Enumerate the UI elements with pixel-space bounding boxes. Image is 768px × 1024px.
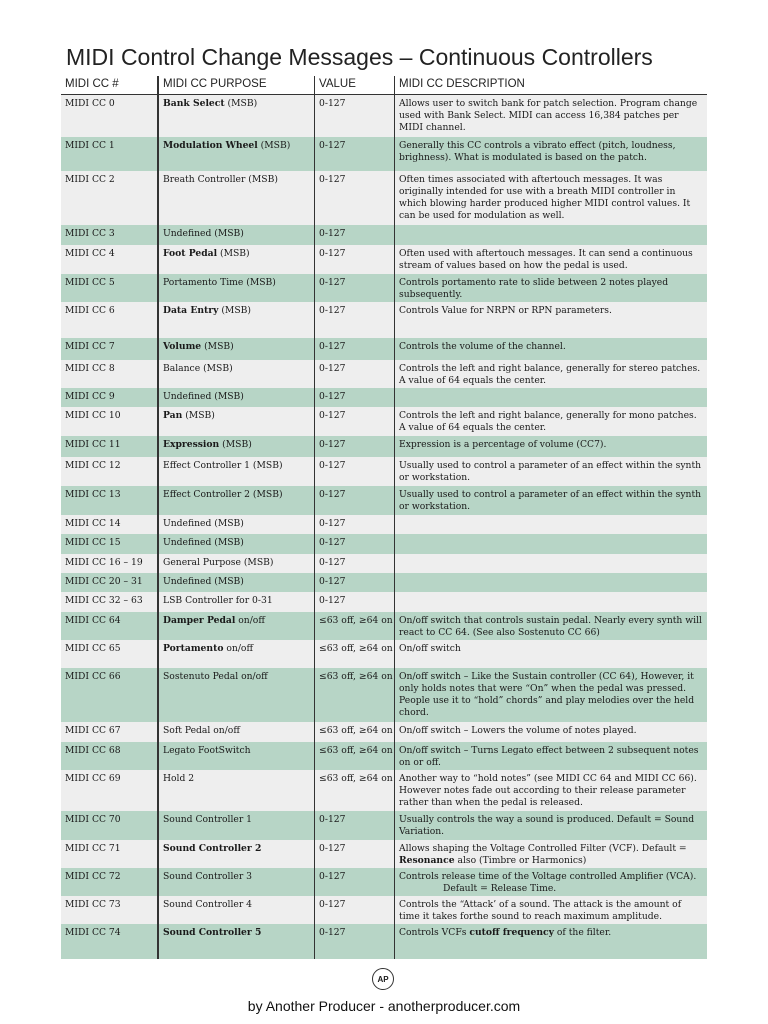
cc-value: ≤63 off, ≥64 on	[315, 640, 395, 668]
cc-description: Controls the left and right balance, generally for stereo patches. A value of 64 equals the center.	[399, 363, 701, 386]
cc-purpose-rest: Undefined (MSB)	[163, 537, 244, 548]
cc-number: MIDI CC 0	[61, 95, 159, 137]
cc-number: MIDI CC 11	[61, 436, 159, 457]
cc-value: 0-127	[315, 95, 395, 137]
cc-description	[395, 592, 707, 612]
cc-value: 0-127	[315, 592, 395, 612]
cc-purpose	[159, 770, 315, 811]
cc-number: MIDI CC 32 – 63	[61, 592, 159, 612]
cc-description: On/off switch that controls sustain pedal. Nearly every synth will react to CC 64. (See also Sostenuto CC 66)	[399, 615, 702, 638]
cc-number: MIDI CC 13	[61, 486, 159, 515]
cc-purpose-rest: (MSB)	[257, 140, 291, 151]
cc-purpose	[159, 95, 315, 137]
table-row	[61, 95, 707, 137]
cc-value: 0-127	[315, 924, 395, 959]
cc-purpose-rest: LSB Controller for 0-31	[163, 595, 273, 606]
cc-value: 0-127	[315, 534, 395, 554]
cc-description: Allows user to switch bank for patch selection. Program change used with Bank Select. MIDI can access 16,384 patches per MIDI channel.	[399, 98, 698, 133]
cc-purpose-rest: Sound Controller 3	[163, 871, 253, 882]
table-row	[61, 486, 707, 515]
page-title: MIDI Control Change Messages – Continuous Controllers	[66, 44, 653, 70]
cc-value: 0-127	[315, 515, 395, 534]
cc-number: MIDI CC 16 – 19	[61, 554, 159, 573]
cc-description	[395, 225, 707, 245]
table-row	[61, 360, 707, 388]
table-row	[61, 868, 707, 896]
cc-purpose-rest: Breath Controller (MSB)	[163, 174, 278, 185]
cc-value: 0-127	[315, 811, 395, 840]
cc-number: MIDI CC 3	[61, 225, 159, 245]
cc-number: MIDI CC 67	[61, 722, 159, 742]
cc-description	[395, 573, 707, 592]
cc-purpose	[159, 360, 315, 388]
cc-number: MIDI CC 4	[61, 245, 159, 274]
cc-purpose-bold: Data Entry	[163, 305, 219, 316]
cc-description: Controls Value for NRPN or RPN parameters.	[399, 305, 612, 316]
table-row	[61, 770, 707, 811]
cc-description: Usually used to control a parameter of an effect within the synth or workstation.	[399, 489, 702, 512]
table-header	[61, 76, 707, 95]
table-row	[61, 924, 707, 959]
ap-logo: AP	[372, 968, 394, 990]
cc-value: 0-127	[315, 302, 395, 338]
cc-value: 0-127	[315, 840, 395, 868]
cc-purpose-bold: Damper Pedal	[163, 615, 236, 626]
cc-description: Controls release time of the Voltage controlled Amplifier (VCA). Default = Release Time.	[399, 871, 697, 894]
cc-purpose-bold: Sound Controller 5	[163, 927, 262, 938]
table-row	[61, 515, 707, 534]
cc-number: MIDI CC 9	[61, 388, 159, 407]
cc-description	[395, 554, 707, 573]
cc-value: 0-127	[315, 457, 395, 486]
cc-purpose-bold: Expression	[163, 439, 220, 450]
cc-description: On/off switch – Turns Legato effect between 2 subsequent notes on or off.	[399, 745, 699, 768]
cc-description: Allows shaping the Voltage Controlled Filter (VCF). Default = Resonance also (Timbre or Harmonics)	[399, 843, 687, 866]
cc-purpose	[159, 612, 315, 640]
cc-purpose-rest: (MSB)	[217, 248, 250, 259]
table-row	[61, 137, 707, 171]
cc-purpose-rest: Legato FootSwitch	[163, 745, 251, 756]
cc-value: 0-127	[315, 245, 395, 274]
cc-purpose-rest: (MSB)	[224, 98, 258, 109]
table-row	[61, 388, 707, 407]
cc-value: 0-127	[315, 171, 395, 225]
cc-number: MIDI CC 69	[61, 770, 159, 811]
cc-value: 0-127	[315, 274, 395, 302]
cc-purpose-rest: Hold 2	[163, 773, 195, 784]
cc-purpose-rest: on/off	[235, 615, 265, 626]
cc-description	[395, 534, 707, 554]
cc-value: 0-127	[315, 573, 395, 592]
cc-number: MIDI CC 8	[61, 360, 159, 388]
cc-value: 0-127	[315, 896, 395, 924]
table-row	[61, 225, 707, 245]
cc-description: Another way to “hold notes” (see MIDI CC 64 and MIDI CC 66). However notes fade out according to their release parameter rather than when the pedal is released.	[399, 773, 697, 808]
cc-purpose-rest: (MSB)	[201, 341, 234, 352]
cc-value: ≤63 off, ≥64 on	[315, 742, 395, 770]
cc-purpose-rest: on/off	[223, 643, 253, 654]
cc-purpose-rest: Effect Controller 1 (MSB)	[163, 460, 283, 471]
cc-number: MIDI CC 74	[61, 924, 159, 959]
cc-purpose-bold: Portamento	[163, 643, 224, 654]
table-row	[61, 742, 707, 770]
cc-purpose-rest: Effect Controller 2 (MSB)	[163, 489, 283, 500]
cc-purpose	[159, 868, 315, 896]
cc-number: MIDI CC 20 – 31	[61, 573, 159, 592]
cc-number: MIDI CC 7	[61, 338, 159, 360]
cc-purpose	[159, 924, 315, 959]
cc-description: Generally this CC controls a vibrato effect (pitch, loudness, brighness). What is modulated is based on the patch.	[399, 140, 676, 163]
cc-purpose-rest: Undefined (MSB)	[163, 228, 244, 239]
cc-value: 0-127	[315, 407, 395, 436]
cc-number: MIDI CC 10	[61, 407, 159, 436]
cc-purpose-rest: (MSB)	[219, 439, 252, 450]
cc-description: Often times associated with aftertouch messages. It was originally intended for use with a breath MIDI controller in which blowing harder produced higher MIDI control values. It can be used for modulation as well.	[399, 174, 691, 221]
table-row	[61, 302, 707, 338]
cc-purpose	[159, 436, 315, 457]
cc-purpose	[159, 722, 315, 742]
cc-number: MIDI CC 71	[61, 840, 159, 868]
cc-purpose-rest: Soft Pedal on/off	[163, 725, 240, 736]
table-row	[61, 840, 707, 868]
table-row	[61, 640, 707, 668]
cc-purpose-rest: General Purpose (MSB)	[163, 557, 274, 568]
footer-credit: by Another Producer - anotherproducer.com	[247, 998, 521, 1014]
cc-number: MIDI CC 1	[61, 137, 159, 171]
cc-purpose	[159, 388, 315, 407]
cc-purpose-bold: Volume	[163, 341, 202, 352]
table-row	[61, 896, 707, 924]
cc-value: 0-127	[315, 388, 395, 407]
cc-purpose	[159, 592, 315, 612]
cc-value: ≤63 off, ≥64 on	[315, 668, 395, 722]
cc-number: MIDI CC 12	[61, 457, 159, 486]
table-row	[61, 612, 707, 640]
header-purpose: MIDI CC PURPOSE	[159, 76, 315, 94]
cc-value: 0-127	[315, 554, 395, 573]
cc-value: 0-127	[315, 137, 395, 171]
table-body	[61, 95, 707, 959]
table-row	[61, 554, 707, 573]
cc-purpose	[159, 274, 315, 302]
table-row	[61, 573, 707, 592]
cc-number: MIDI CC 15	[61, 534, 159, 554]
cc-description	[395, 388, 707, 407]
cc-purpose	[159, 302, 315, 338]
cc-value: 0-127	[315, 436, 395, 457]
table-row	[61, 274, 707, 302]
table-row	[61, 592, 707, 612]
table-row	[61, 338, 707, 360]
cc-purpose	[159, 896, 315, 924]
cc-purpose-rest: Undefined (MSB)	[163, 391, 244, 402]
table-row	[61, 457, 707, 486]
cc-value: ≤63 off, ≥64 on	[315, 770, 395, 811]
cc-table	[61, 76, 707, 959]
cc-purpose-rest: Undefined (MSB)	[163, 576, 244, 587]
cc-number: MIDI CC 70	[61, 811, 159, 840]
cc-number: MIDI CC 6	[61, 302, 159, 338]
cc-purpose	[159, 338, 315, 360]
cc-purpose-bold: Modulation Wheel	[163, 140, 258, 151]
cc-number: MIDI CC 72	[61, 868, 159, 896]
cc-description: Controls portamento rate to slide between 2 notes played subsequently.	[399, 277, 669, 300]
cc-purpose	[159, 457, 315, 486]
cc-description: Controls the volume of the channel.	[399, 341, 566, 352]
table-row	[61, 407, 707, 436]
table-row	[61, 534, 707, 554]
cc-purpose	[159, 171, 315, 225]
cc-purpose-rest: Sostenuto Pedal on/off	[163, 671, 268, 682]
cc-number: MIDI CC 14	[61, 515, 159, 534]
table-row	[61, 171, 707, 225]
cc-number: MIDI CC 65	[61, 640, 159, 668]
cc-purpose-bold: Pan	[163, 410, 183, 421]
cc-purpose-bold: Foot Pedal	[163, 248, 218, 259]
cc-number: MIDI CC 2	[61, 171, 159, 225]
cc-purpose	[159, 515, 315, 534]
cc-value: 0-127	[315, 868, 395, 896]
cc-purpose-rest: Portamento Time (MSB)	[163, 277, 276, 288]
cc-purpose	[159, 640, 315, 668]
cc-purpose-rest: Sound Controller 4	[163, 899, 253, 910]
cc-purpose-rest: Balance (MSB)	[163, 363, 233, 374]
cc-description: Often used with aftertouch messages. It can send a continuous stream of values based on how the pedal is used.	[399, 248, 693, 271]
cc-purpose	[159, 137, 315, 171]
cc-description: Controls the “Attack’ of a sound. The attack is the amount of time it takes forthe sound to reach maximum amplitude.	[399, 899, 682, 922]
cc-number: MIDI CC 66	[61, 668, 159, 722]
cc-number: MIDI CC 64	[61, 612, 159, 640]
cc-purpose	[159, 668, 315, 722]
cc-purpose-rest: Sound Controller 1	[163, 814, 253, 825]
cc-value: ≤63 off, ≥64 on	[315, 612, 395, 640]
cc-value: 0-127	[315, 225, 395, 245]
table-row	[61, 668, 707, 722]
cc-description: Controls the left and right balance, generally for mono patches. A value of 64 equals the center.	[399, 410, 697, 433]
table-row	[61, 245, 707, 274]
table-row	[61, 722, 707, 742]
cc-purpose-rest: Undefined (MSB)	[163, 518, 244, 529]
cc-value: 0-127	[315, 360, 395, 388]
cc-number: MIDI CC 5	[61, 274, 159, 302]
cc-purpose	[159, 225, 315, 245]
cc-purpose	[159, 245, 315, 274]
cc-value: ≤63 off, ≥64 on	[315, 722, 395, 742]
cc-purpose	[159, 554, 315, 573]
cc-description: Expression is a percentage of volume (CC7).	[399, 439, 607, 450]
cc-description: Usually controls the way a sound is produced. Default = Sound Variation.	[399, 814, 695, 837]
cc-number: MIDI CC 68	[61, 742, 159, 770]
cc-purpose	[159, 407, 315, 436]
cc-purpose	[159, 811, 315, 840]
cc-value: 0-127	[315, 338, 395, 360]
cc-description: Usually used to control a parameter of an effect within the synth or workstation.	[399, 460, 702, 483]
header-cc-number: MIDI CC #	[61, 76, 159, 94]
cc-value: 0-127	[315, 486, 395, 515]
cc-description: Controls VCFs cutoff frequency of the filter.	[399, 927, 612, 938]
cc-purpose-bold: Sound Controller 2	[163, 843, 262, 854]
cc-purpose	[159, 840, 315, 868]
cc-purpose	[159, 486, 315, 515]
cc-description: On/off switch	[399, 643, 461, 654]
cc-purpose-bold: Bank Select	[163, 98, 225, 109]
cc-description: On/off switch – Lowers the volume of notes played.	[399, 725, 637, 736]
cc-purpose	[159, 534, 315, 554]
header-description: MIDI CC DESCRIPTION	[399, 78, 525, 90]
cc-purpose-rest: (MSB)	[218, 305, 251, 316]
cc-purpose-rest: (MSB)	[182, 410, 215, 421]
cc-purpose	[159, 742, 315, 770]
table-row	[61, 436, 707, 457]
cc-number: MIDI CC 73	[61, 896, 159, 924]
cc-description: On/off switch – Like the Sustain controller (CC 64), However, it only holds notes that were “On” when the pedal was pressed. People use it to “hold” chords” and play melodies over the held chord.	[399, 671, 695, 718]
header-value: VALUE	[315, 76, 395, 94]
cc-description	[395, 515, 707, 534]
table-row	[61, 811, 707, 840]
cc-purpose	[159, 573, 315, 592]
